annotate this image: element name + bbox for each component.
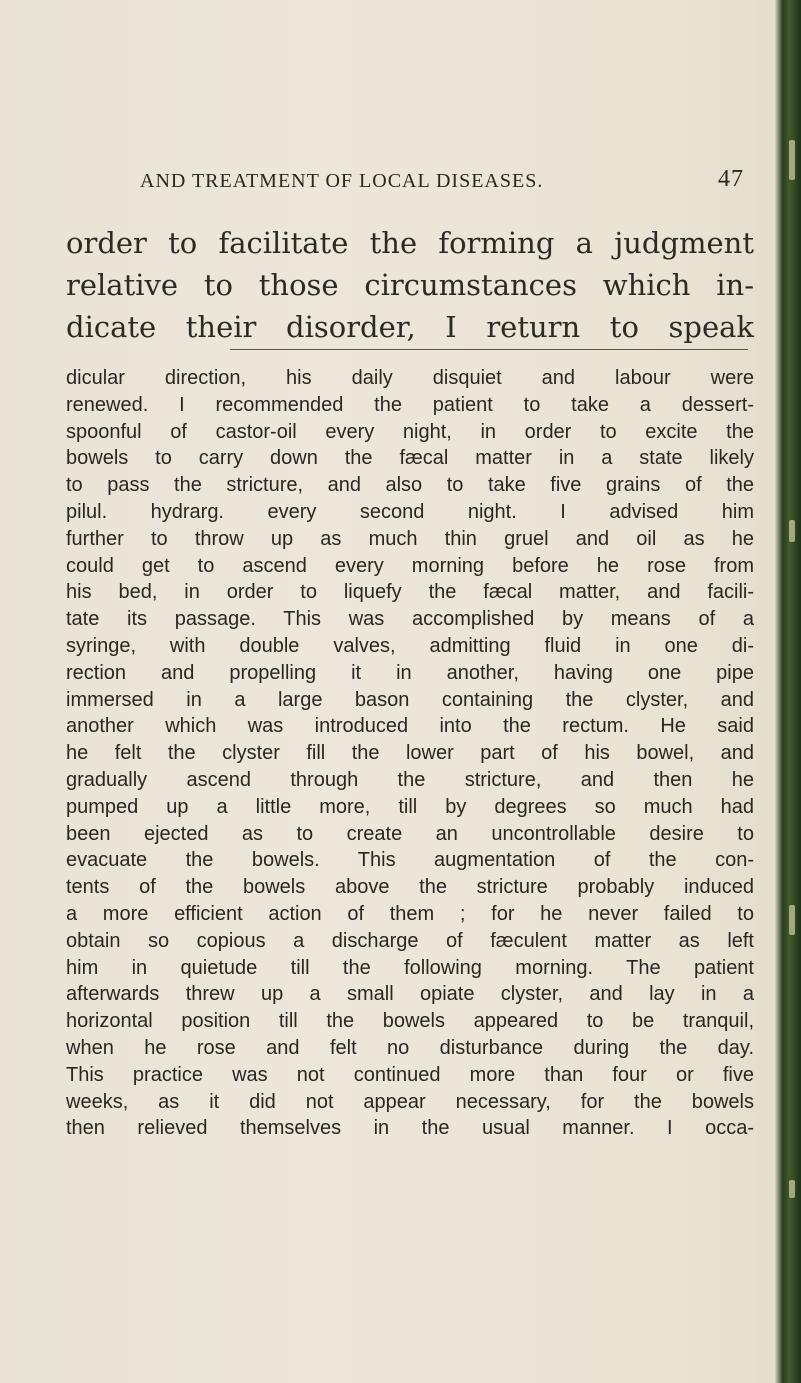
footnote-line: him in quietude till the following morning. The patient bbox=[66, 956, 754, 979]
binding-mark bbox=[789, 520, 795, 542]
binding-mark bbox=[789, 1180, 795, 1198]
page-number: 47 bbox=[718, 166, 744, 192]
footnote-line: renewed. I recommended the patient to take a dessert- bbox=[66, 393, 754, 416]
footnote-line: then relieved themselves in the usual manner. I occa- bbox=[66, 1117, 754, 1140]
running-head-title: AND TREATMENT OF LOCAL DISEASES. bbox=[140, 170, 544, 192]
footnote-line: evacuate the bowels. This augmentation of the con- bbox=[66, 849, 754, 872]
footnote-line: dicular direction, his daily disquiet and labour were bbox=[66, 367, 754, 389]
binding-mark bbox=[789, 905, 795, 935]
footnote-line: his bed, in order to liquefy the fæcal matter, and facili- bbox=[66, 581, 754, 604]
footnote-line: syringe, with double valves, admitting fluid in one di- bbox=[66, 634, 754, 657]
footnote-line: tate its passage. This was accomplished by means of a bbox=[66, 608, 754, 631]
footnote-line: spoonful of castor-oil every night, in order to excite the bbox=[66, 420, 754, 443]
footnote-line: another which was introduced into the rectum. He said bbox=[66, 715, 754, 738]
footnote-line: immersed in a large bason containing the clyster, and bbox=[66, 688, 754, 711]
footnote-line: bowels to carry down the fæcal matter in a state likely bbox=[66, 447, 754, 470]
footnote-line: been ejected as to create an uncontrollable desire to bbox=[66, 822, 754, 845]
footnote-line: pilul. hydrarg. every second night. I advised him bbox=[66, 500, 754, 523]
footnote-line: a more efficient action of them ; for he never failed to bbox=[66, 902, 754, 925]
footnote-line: gradually ascend through the stricture, and then he bbox=[66, 768, 754, 791]
footnote-line: he felt the clyster fill the lower part of his bowel, and bbox=[66, 742, 754, 765]
binding-mark bbox=[789, 140, 795, 180]
footnote-line: pumped up a little more, till by degrees so much had bbox=[66, 795, 754, 818]
footnote-line: This practice was not continued more than four or five bbox=[66, 1063, 754, 1086]
running-head bbox=[140, 166, 744, 200]
footnote-divider bbox=[230, 349, 748, 350]
footnote-text bbox=[66, 365, 754, 1142]
footnote-line: rection and propelling it in another, having one pipe bbox=[66, 661, 754, 684]
main-text-line: order to facilitate the forming a judgment bbox=[66, 226, 754, 260]
footnote-line: when he rose and felt no disturbance during the day. bbox=[66, 1036, 754, 1059]
footnote-line: afterwards threw up a small opiate clyster, and lay in a bbox=[66, 983, 754, 1006]
footnote-line: horizontal position till the bowels appeared to be tranquil, bbox=[66, 1010, 754, 1033]
footnote-line: could get to ascend every morning before he rose from bbox=[66, 554, 754, 577]
page-edge-binding bbox=[775, 0, 801, 1383]
footnote-line: weeks, as it did not appear necessary, for the bowels bbox=[66, 1090, 754, 1113]
footnote-line: further to throw up as much thin gruel and oil as he bbox=[66, 527, 754, 550]
main-text bbox=[66, 222, 754, 348]
main-text-line: relative to those circumstances which in- bbox=[66, 268, 754, 302]
footnote-line: to pass the stricture, and also to take five grains of the bbox=[66, 474, 754, 497]
footnote-line: tents of the bowels above the stricture probably induced bbox=[66, 876, 754, 899]
footnote-line: obtain so copious a discharge of fæculent matter as left bbox=[66, 929, 754, 952]
main-text-line: dicate their disorder, I return to speak bbox=[66, 310, 754, 344]
